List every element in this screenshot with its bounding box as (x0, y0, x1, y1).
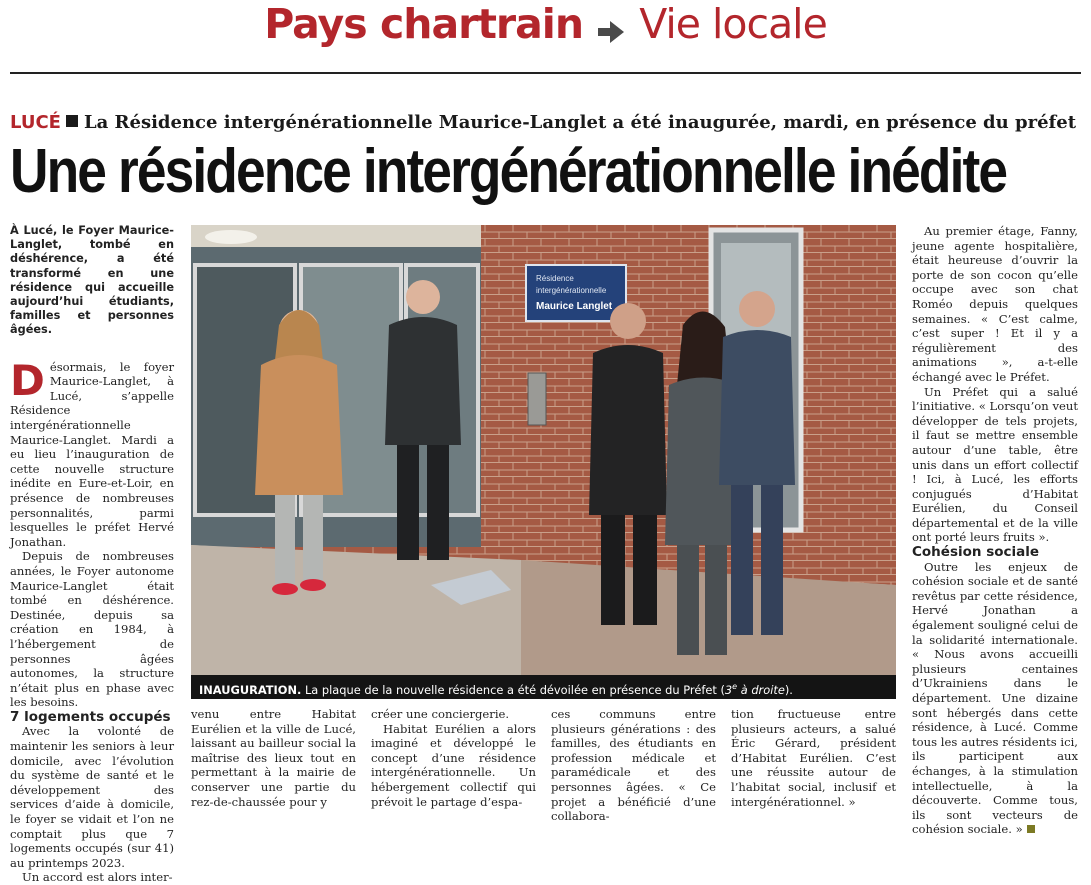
subheading: Cohésion sociale (912, 544, 1040, 561)
paragraph: Outre les enjeux de cohésion sociale et de santé revêtus par cette résidence, Hervé Jonathan a également souligné celui de la solidarité internationale. « Nous avons accueilli plusieurs centaines d’Ukrainiens dans le département. Une dizaine sont hébergés dans cette résidence, à Lucé. Comme tous les autres résidents ici, ils participent aux échanges, à la stimulation intellectuelle, à la découverte. Comme tous, ils sont vecteurs de cohésion sociale. » (912, 559, 1078, 837)
article-lead: À Lucé, le Foyer Maurice-Langlet, tombé en déshérence, a été transformé en une résidence qui accueille aujourd’hui étudiants, familles et personnes âgées. (10, 224, 174, 337)
arrow-right-icon (596, 19, 626, 49)
paragraph: Désormais, le foyer Maurice-Langlet, à Lucé, s’appelle Résidence intergénérationnelle Maurice-Langlet. Mardi a eu lieu l’inauguration de cette nouvelle structure inédite en Eure-et-Loir, en présence de nombreuses personnalités, parmi lesquelles le préfet Hervé Jonathan. (10, 355, 174, 549)
paragraph: créer une conciergerie. (371, 707, 510, 721)
kicker (10, 112, 1080, 133)
column-6 (912, 224, 1078, 837)
paragraph: ces communs entre plusieurs générations : des familles, des étudiants en profession médicale et paramédicale et des personnes âgées. « Ce projet a bénéficié d’une collabora- (551, 707, 716, 824)
column-4 (551, 707, 716, 824)
svg-text:intergénérationnelle: intergénérationnelle (536, 286, 607, 295)
square-bullet-icon (66, 115, 78, 127)
kicker-text: La Résidence intergénérationnelle Maurice-Langlet a été inaugurée, mardi, en présence du préfet (83, 112, 1077, 133)
paragraph: Un Préfet qui a salué l’initiative. « Lorsqu’on veut développer de tels projets, il faut se mettre ensemble autour d’une table, être unis dans un effort collectif ! Ici, à Lucé, les efforts conjugués d’Habitat Eurélien, du Conseil départemental et de la ville ont porté leurs fruits ». (912, 384, 1078, 545)
article-headline: Une résidence intergénérationnelle inédite (10, 137, 1007, 206)
section-title: Pays chartrain (264, 0, 584, 48)
kicker-place: LUCÉ (10, 112, 61, 133)
end-mark-icon (1027, 825, 1035, 833)
paragraph: venu entre Habitat Eurélien et la ville de Lucé, laissant au bailleur social la maîtrise des lieux tout en permettant à la mairie de conserver une partie du rez-de-chaussée pour y (191, 707, 356, 809)
paragraph: Un accord est alors inter- (22, 870, 173, 885)
page-header (0, 0, 1091, 66)
photo-caption: INAUGURATION. La plaque de la nouvelle résidence a été dévoilée en présence du Préfet (3e à droite). (191, 675, 896, 699)
article-photo (191, 225, 896, 675)
column-3 (371, 707, 536, 809)
drop-cap: D (10, 355, 45, 405)
header-divider (10, 72, 1081, 74)
svg-text:Maurice Langlet: Maurice Langlet (536, 301, 613, 312)
paragraph: Avec la volonté de maintenir les seniors à leur domicile, avec l’évolution du système de santé et le développement des services d’aide à domicile, le foyer se vidait et l’on ne comptait plus que 7 logements occupés (sur 41) au printemps 2023. (10, 724, 174, 870)
subsection-title: Vie locale (639, 0, 827, 48)
paragraph: Au premier étage, Fanny, jeune agente hospitalière, était heureuse d’ouvrir la porte de son cocon qu’elle occupe avec son chat Roméo depuis quelques semaines. « C’est calme, c’est super ! Et il y a régulièrement des animations », a-t-elle échangé avec le Préfet. (912, 224, 1078, 384)
column-2 (191, 707, 356, 809)
paragraph: Depuis de nombreuses années, le Foyer autonome Maurice-Langlet était tombé en déshérence. Destinée, depuis sa création en 1984, à l’hébergement de personnes âgées autonomes, la structure n’était plus en phase avec les besoins. (10, 549, 174, 710)
paragraph: Habitat Eurélien a alors imaginé et développé le concept d’une résidence intergénérationnelle. Un hébergement collectif qui prévoit le partage d’espa- (371, 721, 536, 809)
sign-text: Résidence (536, 274, 574, 283)
column-1 (10, 224, 174, 885)
caption-label: INAUGURATION. (199, 682, 302, 697)
paragraph: tion fructueuse entre plusieurs acteurs, a salué Éric Gérard, président d’Habitat Eurélien. C’est une réussite autour de l’habitat social, inclusif et intergénérationnel. » (731, 707, 896, 809)
column-5 (731, 707, 896, 809)
subheading: 7 logements occupés (10, 708, 171, 725)
